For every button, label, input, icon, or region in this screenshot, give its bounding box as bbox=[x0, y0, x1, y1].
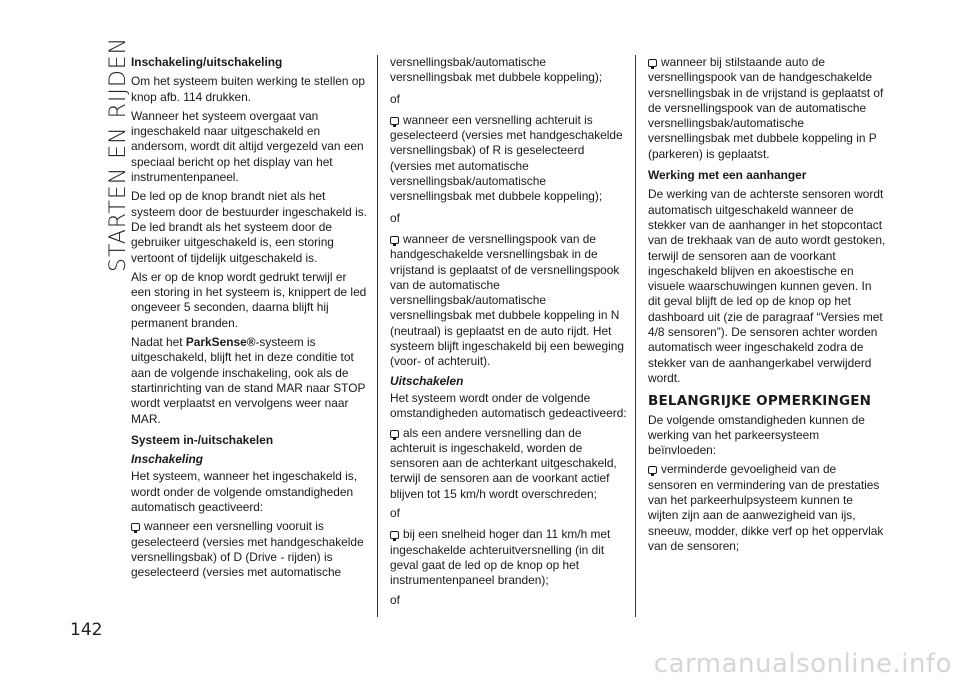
car-bullet-icon bbox=[390, 117, 399, 125]
chapter-title-text: STARTEN EN RIJDEN bbox=[106, 36, 131, 272]
car-bullet-icon bbox=[390, 430, 399, 438]
car-bullet-icon bbox=[390, 236, 399, 244]
section-heading: Inschakeling/uitschakeling bbox=[131, 55, 283, 69]
paragraph: Het systeem, wanneer het ingeschakeld is, wordt onder de volgende omstandigheden automatisch geactiveerd: bbox=[131, 469, 358, 515]
subsection-heading: Inschakeling bbox=[131, 452, 204, 467]
list-item-text: wanneer bij stilstaande auto de versnellingspook van de handgeschakelde versnellingsbak in de vrijstand is geplaatst of de versnellingspook van de automatische versnellingsbak/automatische versnellingsbak met dubbele koppeling in P (parkeren) is geplaatst. bbox=[648, 55, 884, 161]
column-divider bbox=[377, 55, 378, 617]
car-bullet-icon bbox=[648, 466, 657, 474]
or-separator: of bbox=[390, 592, 400, 607]
or-separator: of bbox=[390, 506, 400, 521]
paragraph: De werking van de achterste sensoren wordt automatisch uitgeschakeld wanneer de stekker van de aanhanger in het stopcontact van de trekhaak van de auto wordt gestoken, terwijl de sensoren aan de voorkant ingeschakeld blijven en akoestische en visuele waarschuwingen kunnen geven. In dit geval blijft de led op de knop op het dashboard uit (zie de paragraaf “Versies met 4/8 sensoren”). De sensoren achter worden automatisch weer ingeschakeld zodra de stekker van de aanhangerkabel verwijderd wordt. bbox=[648, 187, 886, 385]
paragraph bbox=[131, 335, 369, 427]
list-item bbox=[390, 232, 628, 370]
list-item bbox=[648, 462, 886, 554]
list-item-text: wanneer een versnelling vooruit is geselecteerd (versies met handgeschakelde versnellingsbak) of D (Drive - rijden) is geselecteerd (versies met automatische bbox=[131, 519, 364, 580]
list-item bbox=[648, 55, 886, 162]
list-item-text: als een andere versnelling dan de achteruit is ingeschakeld, worden de sensoren aan de achterkant uitgeschakeld, terwijl de sensoren aan de voorkant actief blijven tot 15 km/h wordt overschreden; bbox=[390, 425, 617, 501]
list-item bbox=[390, 426, 628, 502]
column-2 bbox=[390, 55, 628, 614]
watermark[interactable]: carmanualsonline.info bbox=[653, 649, 952, 679]
car-bullet-icon bbox=[131, 523, 140, 531]
list-item bbox=[390, 527, 628, 588]
text-run: Nadat het bbox=[131, 335, 186, 350]
list-item-text: bij een snelheid hoger dan 11 km/h met ingeschakelde achteruitversnelling (in dit geval gaat de led op de knop op het instrumentenpaneel branden); bbox=[390, 527, 611, 588]
list-item-text: wanneer de versnellingspook van de handgeschakelde versnellingsbak in de vrijstand is geplaatst of de versnellingspook van de automatische versnellingsbak/automatische versnellingsbak met dubbele koppeling in N (neutraal) is geplaatst en de auto rijdt. Het systeem blijft ingeschakeld bij een beweging (voor- of achteruit). bbox=[390, 231, 624, 369]
column-1 bbox=[131, 55, 369, 585]
section-heading: Werking met een aanhanger bbox=[648, 168, 807, 183]
important-notes-heading: BELANGRIJKE OPMERKINGEN bbox=[648, 393, 872, 410]
column-3 bbox=[648, 55, 886, 558]
list-item-text: wanneer een versnelling achteruit is geselecteerd (versies met handgeschakelde versnellingsbak) of R is geselecteerd (versies met automatische versnellingsbak/automatische versnellingsbak met dubbele koppeling); bbox=[390, 112, 623, 204]
brand-term: ParkSense® bbox=[185, 335, 256, 350]
column-divider bbox=[635, 55, 636, 617]
paragraph: De led op de knop brandt niet als het systeem door de bestuurder ingeschakeld is. De led brandt als het systeem door de gebruiker uitgeschakeld is, een storing vertoont of tijdelijk uitgeschakeld is. bbox=[131, 189, 367, 265]
paragraph: versnellingsbak/automatische versnellingsbak met dubbele koppeling); bbox=[390, 55, 603, 85]
paragraph: De volgende omstandigheden kunnen de werking van het parkeersysteem beïnvloeden: bbox=[648, 412, 865, 458]
list-item bbox=[390, 113, 628, 205]
text-run: -systeem is uitgeschakeld, blijft het in deze conditie tot aan de volgende inschakeling, ook als de startinrichting van de stand MAR naar STOP wordt verplaatst en vervolgens weer naar MAR. bbox=[131, 335, 366, 426]
car-bullet-icon bbox=[648, 59, 657, 67]
or-separator: of bbox=[390, 91, 400, 106]
paragraph: Het systeem wordt onder de volgende omstandigheden automatisch gedeactiveerd: bbox=[390, 390, 627, 421]
page-number: 142 bbox=[70, 620, 103, 640]
paragraph: Als er op de knop wordt gedrukt terwijl er een storing in het systeem is, knippert de led ongeveer 5 seconden, daarna blijft hij permanent branden. bbox=[131, 269, 367, 330]
car-bullet-icon bbox=[390, 531, 399, 539]
chapter-side-title bbox=[62, 36, 131, 272]
list-item-text: verminderde gevoeligheid van de sensoren en vermindering van de prestaties van het parkeerhulpsysteem kunnen te wijten zijn aan de aanwezigheid van ijs, sneeuw, modder, dikke verf op het oppervlak van de sensoren; bbox=[648, 462, 884, 553]
paragraph: Om het systeem buiten werking te stellen op knop afb. 114 drukken. bbox=[131, 74, 365, 104]
section-heading: Systeem in-/uitschakelen bbox=[131, 432, 274, 447]
list-item bbox=[131, 519, 369, 580]
paragraph: Wanneer het systeem overgaat van ingeschakeld naar uitgeschakeld en andersom, wordt dit altijd vergezeld van een speciaal bericht op het display van het instrumentenpaneel. bbox=[131, 108, 364, 185]
subsection-heading: Uitschakelen bbox=[390, 373, 464, 388]
or-separator: of bbox=[390, 210, 400, 225]
